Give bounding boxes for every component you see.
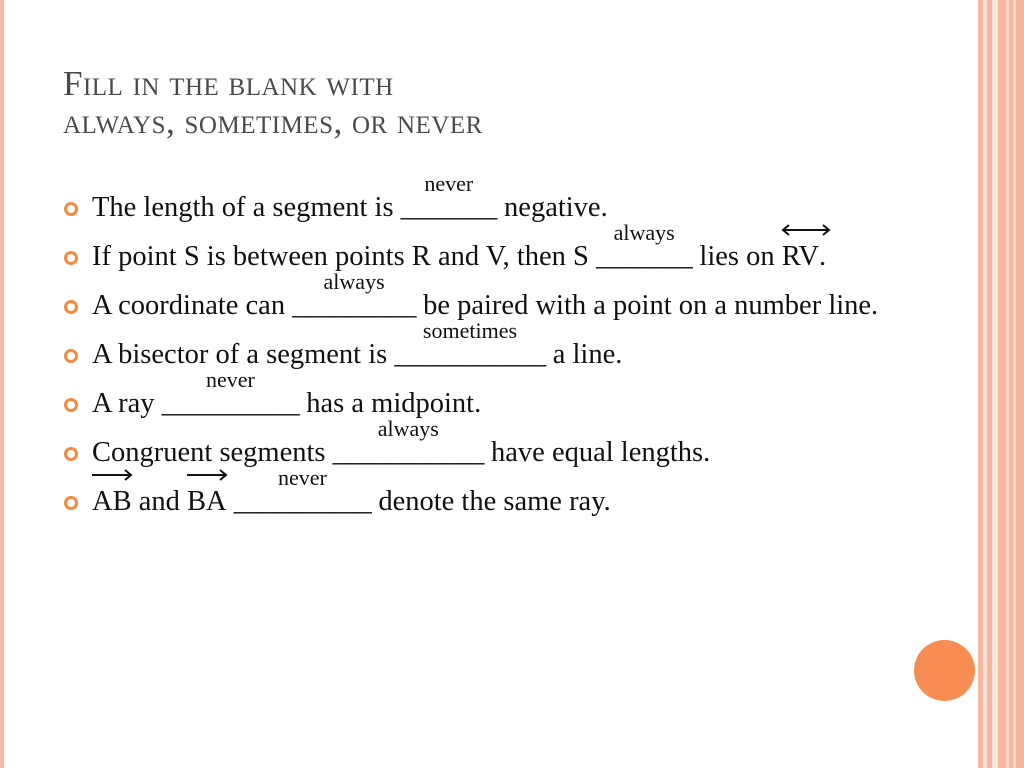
question-text: A coordinate can <box>92 290 293 321</box>
blank-line: _________ <box>292 290 416 321</box>
answer-text: never <box>424 171 474 196</box>
question-text: If point S is between points R and V, then S <box>92 241 597 272</box>
question-text <box>227 486 234 517</box>
blank-line: _______ <box>596 241 693 272</box>
question-text: lies on <box>692 241 782 272</box>
question-text: and <box>131 486 187 517</box>
question-text: denote the same ray. <box>371 486 611 517</box>
decor-stripe <box>998 0 1024 768</box>
answer-blank <box>596 220 693 277</box>
blank-line: ___________ <box>394 339 546 370</box>
answer-text: sometimes <box>422 318 518 343</box>
answer-blank <box>233 465 372 522</box>
question-text: . <box>819 241 827 272</box>
title-line-2: always, sometimes, or never <box>63 102 483 141</box>
bullet-icon <box>64 202 78 216</box>
question-text: A bisector of a segment is <box>92 339 395 370</box>
answer-text: always <box>323 269 385 294</box>
question-item <box>62 416 922 473</box>
answer-blank <box>400 171 497 228</box>
question-item <box>62 465 922 522</box>
answer-blank <box>161 367 300 424</box>
answer-text: never <box>278 465 327 490</box>
blank-line: __________ <box>233 486 372 517</box>
blank-line: ___________ <box>332 437 484 468</box>
right-arrow-icon <box>185 468 229 482</box>
decor-stripe <box>1013 0 1016 768</box>
bullet-icon <box>64 349 78 363</box>
answer-text: always <box>613 220 675 245</box>
question-text: has a midpoint. <box>299 388 482 419</box>
bullet-icon <box>64 300 78 314</box>
bullet-icon <box>64 447 78 461</box>
question-text: The length of a segment is <box>92 192 401 223</box>
segment-label: BA <box>187 486 227 517</box>
question-text: a line. <box>545 339 623 370</box>
question-item <box>62 367 922 424</box>
answer-blank <box>394 318 546 375</box>
question-text: be paired with a point on a number line. <box>415 290 879 321</box>
decorative-circle <box>914 640 975 701</box>
question-item <box>62 171 922 228</box>
answer-text: never <box>205 367 255 392</box>
question-text: negative. <box>496 192 608 223</box>
blank-line: __________ <box>161 388 300 419</box>
segment-label: RV <box>781 241 820 272</box>
double-arrow-icon <box>780 223 832 237</box>
question-item <box>62 220 922 277</box>
answer-text: always <box>377 416 439 441</box>
title-line-1: Fill in the blank with <box>63 64 394 103</box>
question-text: Congruent segments <box>92 437 333 468</box>
blank-line: _______ <box>400 192 497 223</box>
ray-symbol <box>187 482 227 522</box>
segment-label: AB <box>92 486 132 517</box>
decor-stripe <box>1006 0 1009 768</box>
question-text: have equal lengths. <box>483 437 711 468</box>
bullet-icon <box>64 398 78 412</box>
line-symbol <box>782 237 819 277</box>
left-frame-border <box>0 0 4 768</box>
right-arrow-icon <box>90 468 134 482</box>
question-list <box>62 171 922 531</box>
question-text: A ray <box>92 388 162 419</box>
slide-title <box>63 62 483 144</box>
ray-symbol <box>92 482 132 522</box>
bullet-icon <box>64 251 78 265</box>
bullet-icon <box>64 496 78 510</box>
